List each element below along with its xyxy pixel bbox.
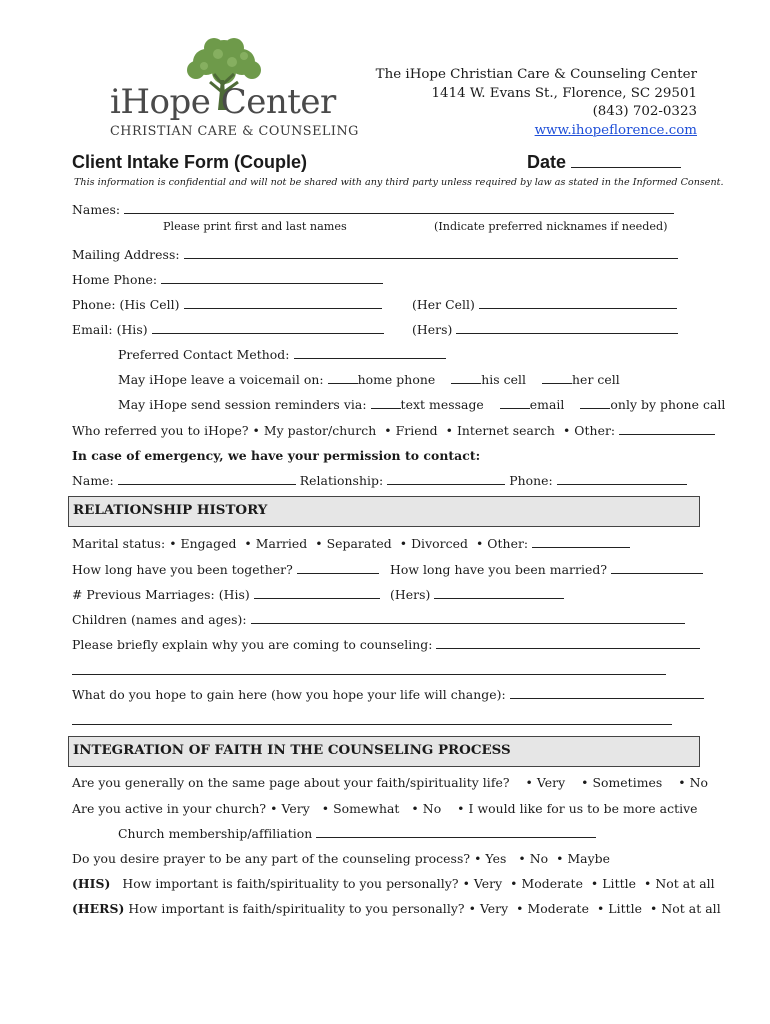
his-cell-label: Phone: (His Cell) [72, 297, 180, 312]
hope-line-2[interactable] [72, 724, 672, 725]
his-cell-line[interactable] [184, 298, 382, 309]
hope-label: What do you hope to gain here (how you hope your life will change): [72, 687, 506, 702]
date-line[interactable] [571, 157, 681, 168]
voicemail-row [118, 372, 620, 387]
prayer-option[interactable]: Yes [485, 851, 507, 866]
hope-field[interactable] [72, 687, 704, 702]
marital-option[interactable]: Separated [326, 536, 392, 551]
referred-label: Who referred you to iHope? [72, 423, 249, 438]
emergency-phone-label: Phone: [509, 473, 553, 488]
voicemail-option: his cell [481, 372, 527, 387]
church-question: Are you active in your church? [72, 801, 267, 816]
marital-option[interactable]: Married [255, 536, 308, 551]
emergency-row [72, 473, 687, 488]
voicemail-option: her cell [572, 372, 620, 387]
org-info [376, 66, 697, 140]
hope-line[interactable] [510, 688, 704, 699]
membership-label: Church membership/affiliation [118, 826, 313, 841]
importance-option[interactable]: Moderate [527, 901, 589, 916]
marital-option[interactable]: Engaged [180, 536, 237, 551]
children-field[interactable] [72, 612, 685, 627]
her-email-line[interactable] [456, 323, 678, 334]
why-label: Please briefly explain why you are coming to counseling: [72, 637, 433, 652]
prev-hers-field[interactable] [390, 587, 564, 602]
marital-option[interactable]: Divorced [411, 536, 468, 551]
membership-line[interactable] [316, 827, 596, 838]
prayer-option[interactable]: Maybe [567, 851, 611, 866]
church-row: Are you active in your church? • Very • Somewhat • No • I would like for us to be more active [72, 801, 698, 816]
reminder-phone-blank[interactable] [580, 398, 610, 409]
date-label: Date [527, 152, 567, 172]
emergency-name-line[interactable] [118, 474, 296, 485]
her-email-label: (Hers) [412, 322, 453, 337]
importance-option[interactable]: Not at all [655, 876, 715, 891]
her-email-field[interactable] [412, 322, 678, 337]
importance-option[interactable]: Little [608, 901, 643, 916]
married-field[interactable] [390, 562, 703, 577]
together-label: How long have you been together? [72, 562, 293, 577]
prayer-question: Do you desire prayer to be any part of the counseling process? [72, 851, 471, 866]
reminder-option: email [529, 397, 565, 412]
mailing-line[interactable] [184, 248, 678, 259]
church-option[interactable]: Very [281, 801, 310, 816]
voicemail-his-blank[interactable] [451, 373, 481, 384]
hers-tag: (HERS) [72, 901, 125, 916]
home-phone-line[interactable] [161, 273, 383, 284]
his-email-line[interactable] [152, 323, 384, 334]
org-phone: (843) 702-0323 [592, 104, 697, 120]
her-cell-field[interactable] [412, 297, 677, 312]
reminder-option: only by phone call [610, 397, 726, 412]
preferred-contact-field[interactable] [118, 347, 446, 362]
referred-option[interactable]: Friend [395, 423, 438, 438]
church-option[interactable]: No [422, 801, 442, 816]
importance-option[interactable]: Not at all [661, 901, 721, 916]
same-page-option[interactable]: Sometimes [592, 775, 663, 790]
importance-option[interactable]: Very [473, 876, 503, 891]
reminder-email-blank[interactable] [500, 398, 530, 409]
marital-option[interactable]: Other: [487, 536, 529, 551]
marital-row: Marital status: • Engaged • Married • Separated • Divorced • Other: [72, 536, 630, 551]
logo-tagline: CHRISTIAN CARE & COUNSELING [110, 124, 359, 139]
together-field[interactable] [72, 562, 379, 577]
why-line-2[interactable] [72, 674, 666, 675]
children-line[interactable] [251, 613, 685, 624]
importance-question: How important is faith/spirituality to you personally? [122, 876, 459, 891]
same-page-option[interactable]: Very [536, 775, 566, 790]
org-website-link[interactable]: www.ihopeflorence.com [534, 122, 697, 138]
mailing-label: Mailing Address: [72, 247, 180, 262]
voicemail-option: home phone [357, 372, 436, 387]
emergency-heading: In case of emergency, we have your permission to contact: [72, 448, 481, 463]
why-field[interactable] [72, 637, 700, 652]
referred-row: Who referred you to iHope? • My pastor/church • Friend • Internet search • Other: [72, 423, 715, 438]
church-option[interactable]: Somewhat [333, 801, 400, 816]
form-title: Client Intake Form (Couple) [72, 152, 308, 172]
married-label: How long have you been married? [390, 562, 608, 577]
same-page-question: Are you generally on the same page about your faith/spirituality life? [72, 775, 510, 790]
membership-field[interactable] [118, 826, 596, 841]
prev-his-label: # Previous Marriages: (His) [72, 587, 250, 602]
why-line[interactable] [436, 638, 700, 649]
importance-question: How important is faith/spirituality to you personally? [128, 901, 465, 916]
importance-option[interactable]: Moderate [521, 876, 583, 891]
prev-his-line[interactable] [254, 588, 380, 599]
married-line[interactable] [611, 563, 703, 574]
prayer-option[interactable]: No [529, 851, 549, 866]
prev-hers-label: (Hers) [390, 587, 431, 602]
referred-option[interactable]: Other: [574, 423, 616, 438]
reminder-text-blank[interactable] [371, 398, 401, 409]
prev-his-field[interactable] [72, 587, 380, 602]
his-email-field[interactable] [72, 322, 384, 337]
emergency-relationship-label: Relationship: [299, 473, 384, 488]
reminder-option: text message [400, 397, 484, 412]
names-hint-left: Please print first and last names [163, 220, 347, 233]
referred-option[interactable]: Internet search [456, 423, 555, 438]
faith-section-header: INTEGRATION OF FAITH IN THE COUNSELING PROCESS [68, 736, 700, 767]
his-tag: (HIS) [72, 876, 111, 891]
voicemail-label: May iHope leave a voicemail on: [118, 372, 324, 387]
org-address: 1414 W. Evans St., Florence, SC 29501 [431, 85, 697, 101]
home-phone-field[interactable] [72, 272, 383, 287]
org-name: The iHope Christian Care & Counseling Center [375, 67, 697, 82]
same-page-row: Are you generally on the same page about your faith/spirituality life? • Very • Sometimes • No [72, 775, 709, 790]
names-hint-right: (Indicate preferred nicknames if needed) [434, 220, 668, 233]
preferred-contact-label: Preferred Contact Method: [118, 347, 290, 362]
names-field[interactable] [72, 202, 674, 217]
his-email-label: Email: (His) [72, 322, 148, 337]
emergency-relationship-line[interactable] [387, 474, 505, 485]
marital-other-line[interactable] [532, 537, 630, 548]
logo-name: iHope Center [110, 82, 336, 122]
hers-importance-row: (HERS) How important is faith/spirituality to you personally? • Very • Moderate • Little • Not at all [72, 901, 721, 916]
confidentiality-note: This information is confidential and will not be shared with any third party unless required by law as stated in the Informed Consent. [74, 177, 724, 188]
together-line[interactable] [297, 563, 379, 574]
marital-label: Marital status: [72, 536, 166, 551]
church-option[interactable]: I would like for us to be more active [468, 801, 698, 816]
home-phone-label: Home Phone: [72, 272, 158, 287]
prev-hers-line[interactable] [434, 588, 564, 599]
reminders-row [118, 397, 725, 412]
mailing-field[interactable] [72, 247, 678, 262]
referred-other-line[interactable] [619, 424, 715, 435]
importance-option[interactable]: Little [602, 876, 637, 891]
relationship-section-header: RELATIONSHIP HISTORY [68, 496, 700, 527]
same-page-option[interactable]: No [689, 775, 709, 790]
emergency-name-label: Name: [72, 473, 114, 488]
her-cell-line[interactable] [479, 298, 677, 309]
names-label: Names: [72, 202, 121, 217]
logo [108, 36, 359, 142]
voicemail-home-blank[interactable] [328, 373, 358, 384]
referred-option[interactable]: My pastor/church [263, 423, 377, 438]
children-label: Children (names and ages): [72, 612, 247, 627]
her-cell-label: (Her Cell) [412, 297, 475, 312]
his-cell-field[interactable] [72, 297, 382, 312]
prayer-row: Do you desire prayer to be any part of the counseling process? • Yes • No • Maybe [72, 851, 611, 866]
emergency-phone-line[interactable] [557, 474, 687, 485]
voicemail-her-blank[interactable] [542, 373, 572, 384]
importance-option[interactable]: Very [479, 901, 509, 916]
reminders-label: May iHope send session reminders via: [118, 397, 367, 412]
preferred-contact-line[interactable] [294, 348, 446, 359]
names-line[interactable] [124, 203, 674, 214]
date-field[interactable] [527, 152, 681, 173]
his-importance-row: (HIS) How important is faith/spirituality to you personally? • Very • Moderate • Little • Not at all [72, 876, 715, 891]
